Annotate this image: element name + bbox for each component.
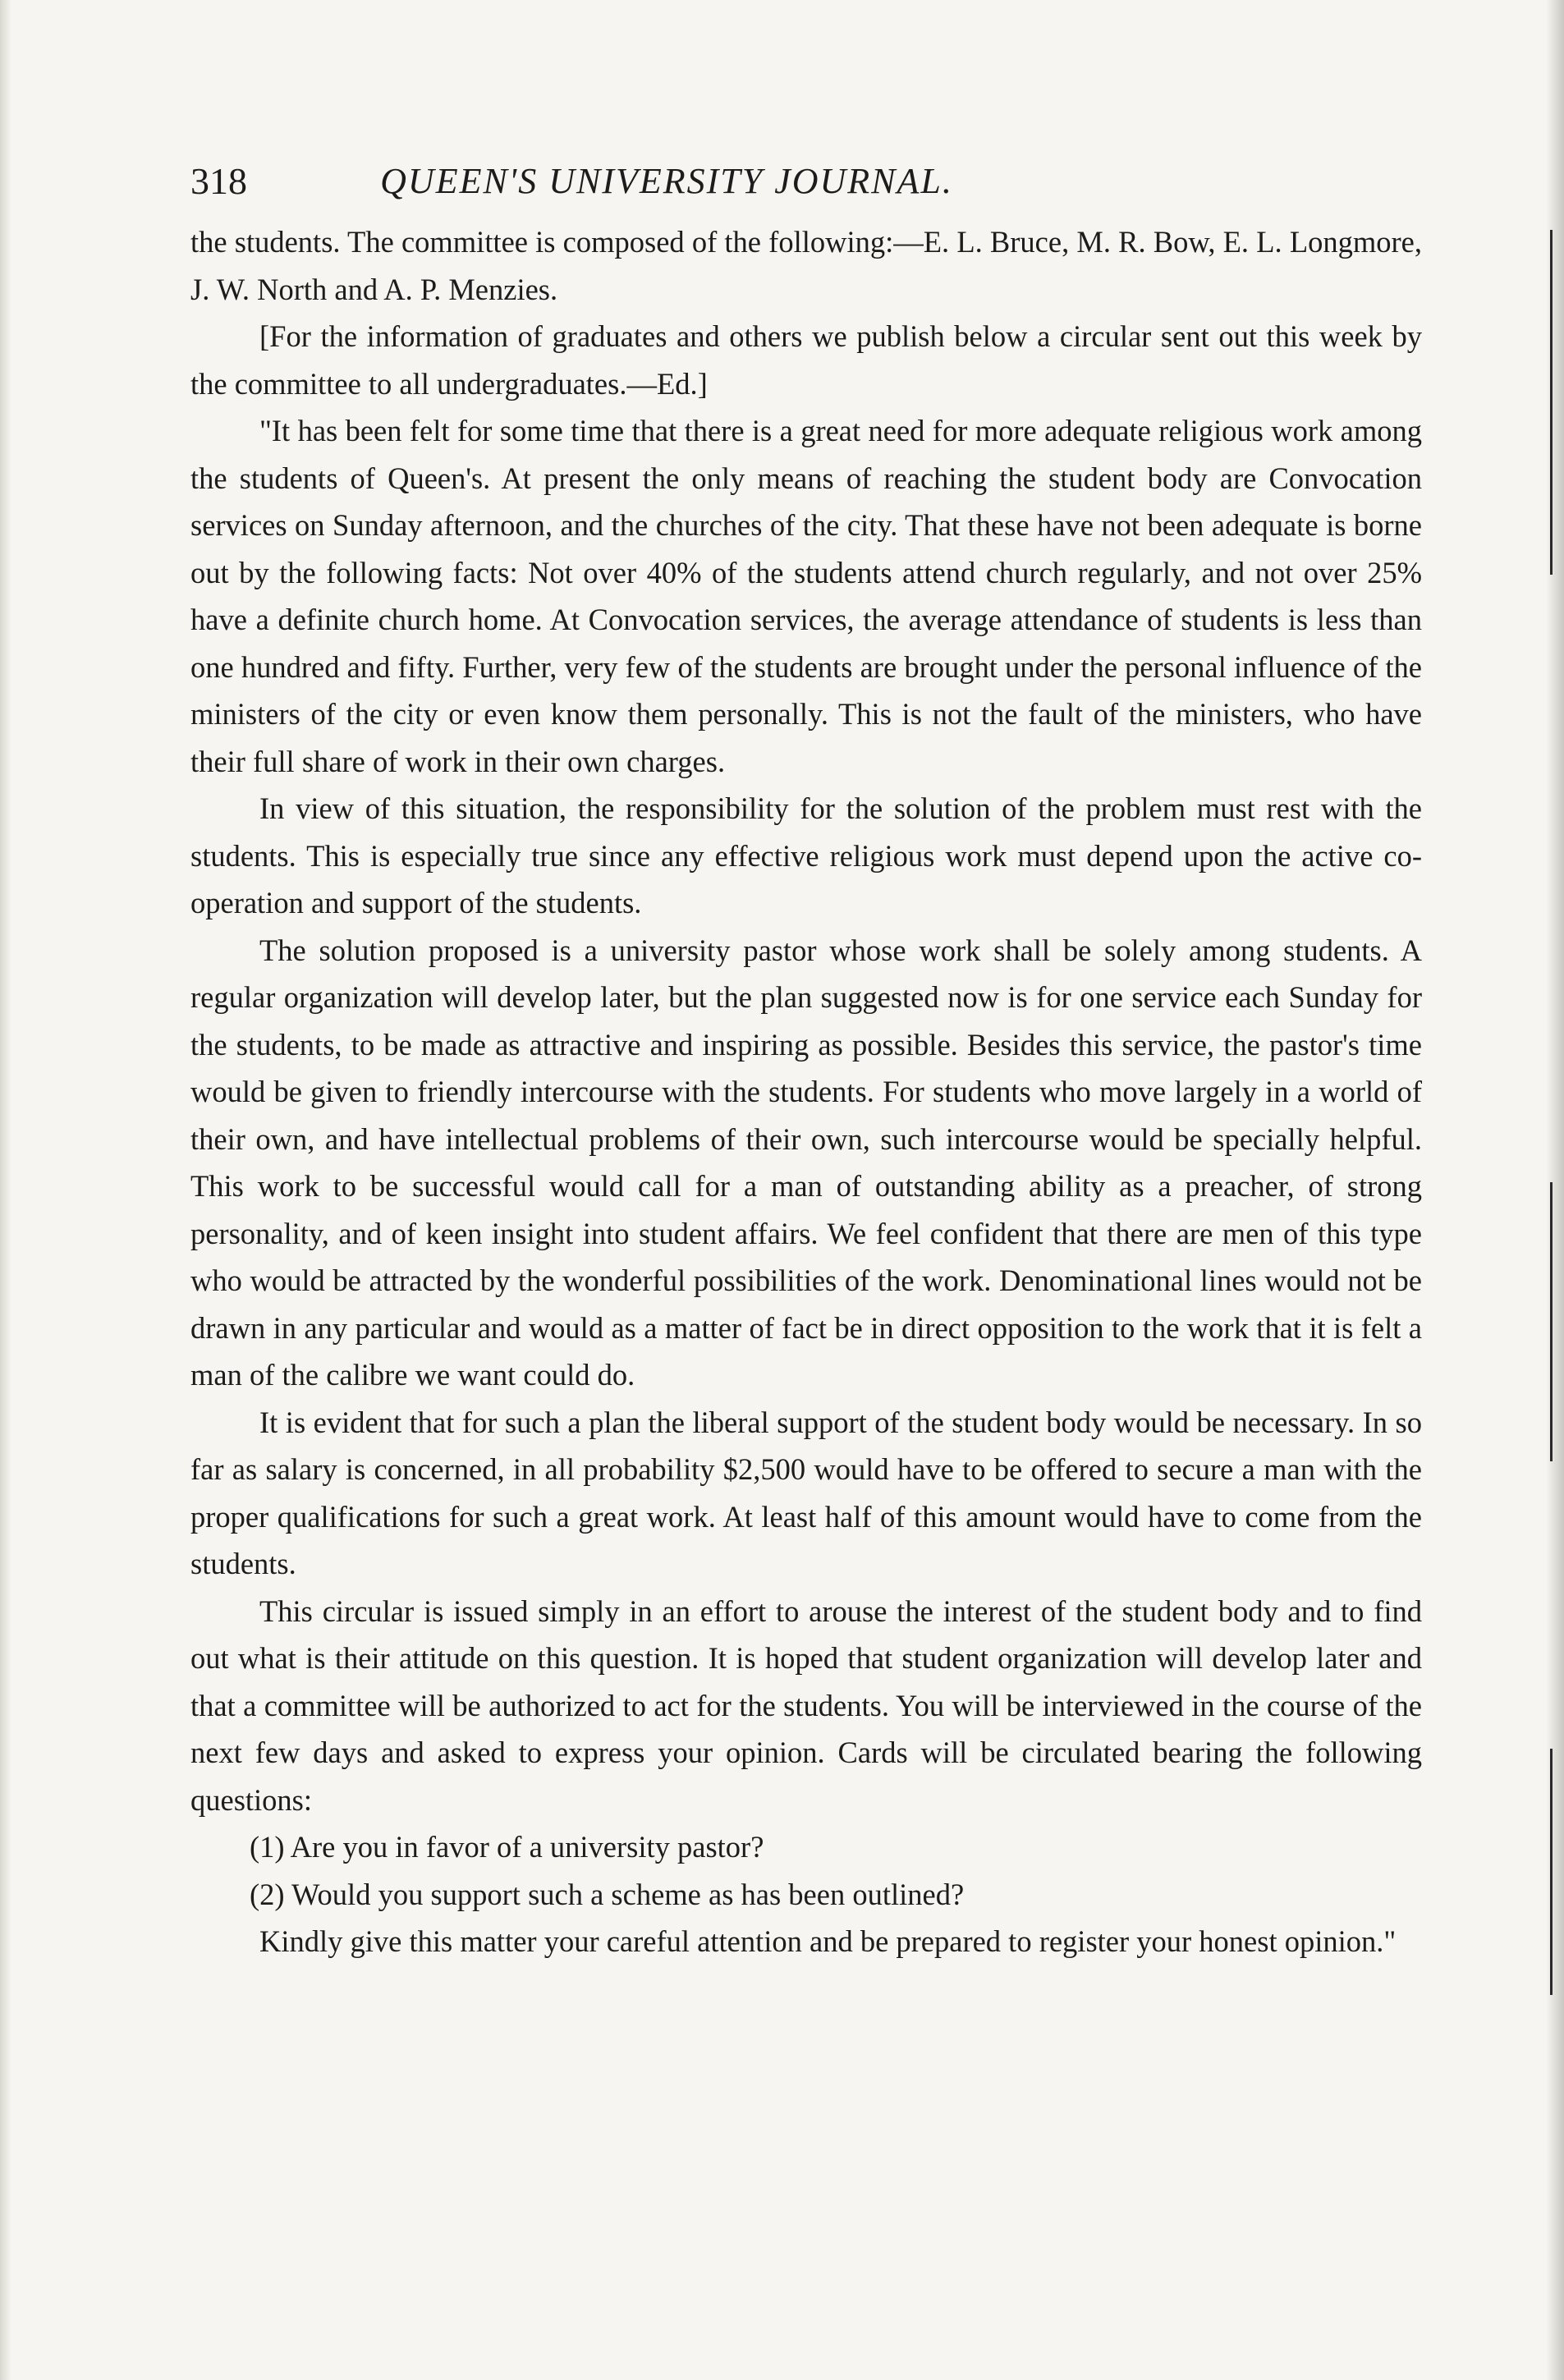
paragraph-responsibility: In view of this situation, the responsibility for the solution of the problem must rest with the students. This is especially true since any effective religious work must depend upon the active co-operation and support of the students. bbox=[190, 791, 1422, 919]
paragraph-support: It is evident that for such a plan the liberal support of the student body would be necessary. In so far as salary is concerned, in all probability $2,500 would have to be offered to secure a man with the proper qualifications for such a great work. At least half of this amount would have to come from the students. bbox=[190, 1405, 1422, 1580]
paragraph-circular: This circular is issued simply in an effort to arouse the interest of the student body and to find out what is their attitude on this question. It is hoped that student organization will develop later and that a committee will be authorized to act for the students. You will be interviewed in the course of the next few days and asked to express your opinion. Cards will be circulated bearing the following questions: bbox=[190, 1594, 1422, 1817]
question-2: (2) Would you support such a scheme as has been outlined? bbox=[250, 1877, 965, 1911]
paragraph-editor-note: [For the information of graduates and others we publish below a circular sent out this week by the committee to all undergraduates.—Ed.] bbox=[190, 319, 1422, 401]
paragraph-closing: Kindly give this matter your careful attention and be prepared to register your honest opinion." bbox=[259, 1924, 1397, 1958]
paragraph-committee: the students. The committee is composed of the following:—E. L. Bruce, M. R. Bow, E. L. Longmore, J. W. North and A. P. Menzies. bbox=[190, 225, 1422, 306]
article-body bbox=[190, 218, 1422, 1965]
page-left-edge bbox=[0, 0, 11, 2380]
page-right-edge bbox=[1546, 0, 1564, 2380]
paragraph-solution: The solution proposed is a university pastor whose work shall be solely among students. A regular organization will develop later, but the plan suggested now is for one service each Sunday for the students, to be made as attractive and inspiring as possible. Besides this service, the pastor's time would be given to friendly intercourse with the students. For students who move largely in a world of their own, and have intellectual problems of their own, such intercourse would be specially helpful. This work to be successful would call for a man of outstanding ability as a preacher, of strong personality, and of keen insight into student affairs. We feel confident that there are men of this type who would be attracted by the wonderful possibilities of the work. Denominational lines would not be drawn in any particular and would as a matter of fact be in direct opposition to the work that it is felt a man of the calibre we want could do. bbox=[190, 933, 1422, 1392]
margin-line-upper bbox=[1550, 230, 1553, 575]
margin-line-middle bbox=[1550, 1182, 1553, 1461]
question-1: (1) Are you in favor of a university pastor? bbox=[250, 1830, 764, 1864]
paragraph-need: "It has been felt for some time that there is a great need for more adequate religious work among the students of Queen's. At present the only means of reaching the student body are Convocation services on Sunday afternoon, and the churches of the city. That these have not been adequate is borne out by the following facts: Not over 40% of the students attend church regularly, and not over 25% have a definite church home. At Convocation services, the average attendance of students is less than one hundred and fifty. Further, very few of the students are brought under the personal influence of the ministers of the city or even know them personally. This is not the fault of the ministers, who have their full share of work in their own charges. bbox=[190, 414, 1422, 778]
journal-title: QUEEN'S UNIVERSITY JOURNAL. bbox=[380, 161, 953, 201]
page-header bbox=[190, 153, 1143, 210]
margin-line-lower bbox=[1550, 1749, 1553, 1995]
page-number: 318 bbox=[190, 160, 247, 202]
